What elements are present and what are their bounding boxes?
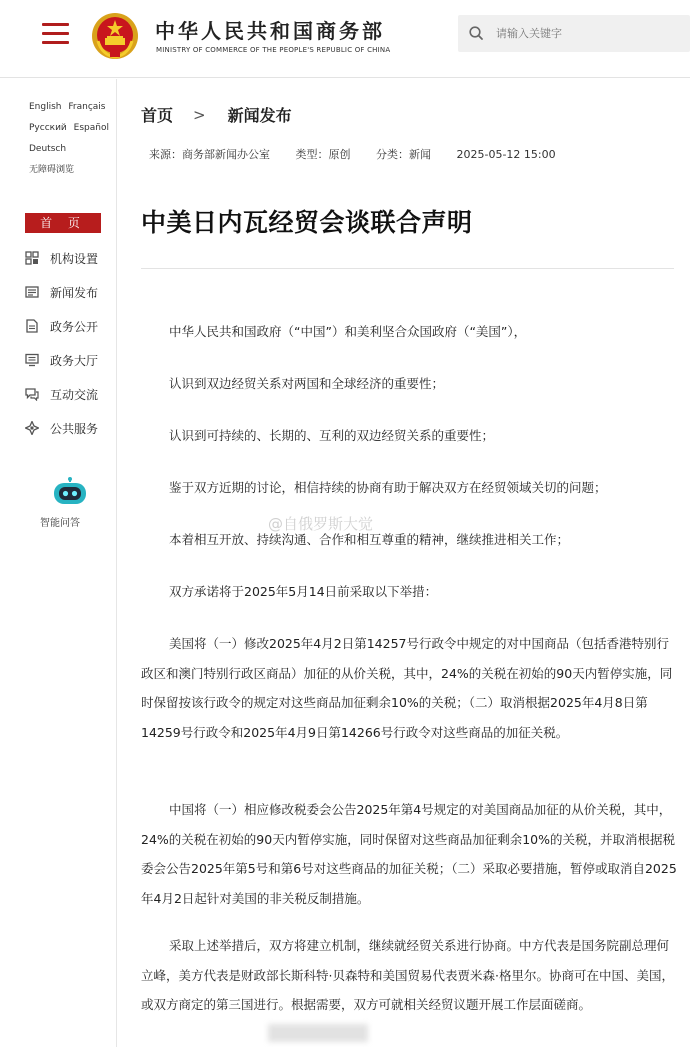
sidebar-item-label: 新闻发布 [50,285,99,300]
sidebar-item-organization[interactable] [25,247,115,269]
service-icon [25,421,39,435]
article-paragraph: 认识到可持续的、长期的、互利的双边经贸关系的重要性； [169,428,495,443]
robot-assistant-icon[interactable] [52,477,88,507]
article-paragraph: 采取上述举措后，双方将建立机制，继续就经贸关系进行协商。中方代表是国务院副总理何立峰，美方代表是财政部长斯科特·贝森特和美国贸易代表贾米森·格里尔。协商可在中国、美国，或双方商定的第三国进行。根据需要，双方可就相关经贸议题开展工作层面磋商。 [141,938,674,1012]
article-paragraph: 鉴于双方近期的讨论，相信持续的协商有助于解决双方在经贸领域关切的问题； [169,480,607,495]
breadcrumb-current-link[interactable]: 新闻发布 [227,106,292,125]
search-input[interactable] [496,23,676,44]
site-subtitle: MINISTRY OF COMMERCE OF THE PEOPLE'S REPUBLIC OF CHINA [156,46,391,54]
article-paragraph: 美国将（一）修改2025年4月2日第14257号行政令中规定的对中国商品（包括香港特别行政区和澳门特别行政区商品）加征的从价关税，其中，24%的关税在初始的90天内暂停实施，同时保留按该行政令的规定对这些商品加征剩余10%的关税；（二）取消根据2025年4月8日第14259号行政令和2025年4月9日第14266号行政令对这些商品的加征关税。 [141,636,673,740]
breadcrumb [141,103,292,126]
news-icon [25,285,39,299]
sidebar-item-government-affairs[interactable] [25,315,115,337]
language-german-link[interactable]: Deutsch [29,144,67,154]
site-header [0,0,690,78]
sidebar [0,79,117,1047]
article-paragraph: 中国将（一）相应修改税委会公告2025年第4号规定的对美国商品加征的从价关税，其中，24%的关税在初始的90天内暂停实施，同时保留对这些商品加征剩余10%的关税，并取消根据税委会公告2025年第5号和第6号对这些商品的加征关税；（二）采取必要措施，暂停或取消自2025年4月2日起针对美国的非关税反制措施。 [141,802,677,906]
sidebar-item-label: 政务大厅 [50,353,99,368]
site-title: 中华人民共和国商务部 [155,19,385,43]
sidebar-item-label: 公共服务 [50,421,99,436]
national-emblem-icon [90,11,140,61]
search-box [458,15,690,52]
accessibility-link[interactable]: 无障碍浏览 [29,165,75,175]
article-paragraph: 认识到双边经贸关系对两国和全球经济的重要性； [169,376,445,391]
language-list [29,97,117,181]
breadcrumb-home-link[interactable]: 首页 [141,106,174,125]
language-french-link[interactable]: Français [68,102,106,112]
chat-icon [25,387,39,401]
menu-icon[interactable] [42,23,69,45]
article-paragraph: 双方承诺将于2025年5月14日前采取以下举措： [169,584,438,599]
home-button[interactable]: 首 页 [25,213,101,233]
language-row [29,97,117,118]
language-russian-link[interactable]: Русский [29,123,67,133]
sidebar-item-interaction[interactable] [25,383,115,405]
document-icon [25,319,39,333]
sidebar-item-label: 政务公开 [50,319,99,334]
article-paragraph: 本着相互开放、持续沟通、合作和相互尊重的精神，继续推进相关工作； [169,532,570,547]
sidebar-item-news[interactable] [25,281,115,303]
blur-overlay [268,1024,368,1042]
language-row [29,118,117,139]
title-divider [141,268,674,269]
language-english-link[interactable]: English [29,102,62,112]
language-spanish-link[interactable]: Español [73,123,109,133]
language-row [29,139,117,160]
chevron-right-icon: > [193,105,206,124]
article-title: 中美日内瓦经贸会谈联合声明 [141,208,473,237]
meta-category: 分类：新闻 [376,148,431,161]
sidebar-item-label: 机构设置 [50,251,99,266]
watermark-text: @自俄罗斯大觉 [268,515,374,533]
sidebar-item-label: 互动交流 [50,387,99,402]
meta-source: 来源：商务部新闻办公室 [149,148,270,161]
sidebar-item-public-service[interactable] [25,417,115,439]
meta-date: 2025-05-12 15:00 [456,148,556,161]
article-paragraph: 中华人民共和国政府（“中国”）和美利坚合众国政府（“美国”）， [169,324,527,339]
grid-icon [25,251,39,265]
search-icon[interactable] [468,25,485,42]
sidebar-item-service-hall[interactable] [25,349,115,371]
meta-type: 类型：原创 [295,148,351,161]
monitor-icon [25,353,39,367]
language-row [29,160,117,181]
assistant-label[interactable]: 智能问答 [40,518,80,529]
article-meta [149,146,556,162]
